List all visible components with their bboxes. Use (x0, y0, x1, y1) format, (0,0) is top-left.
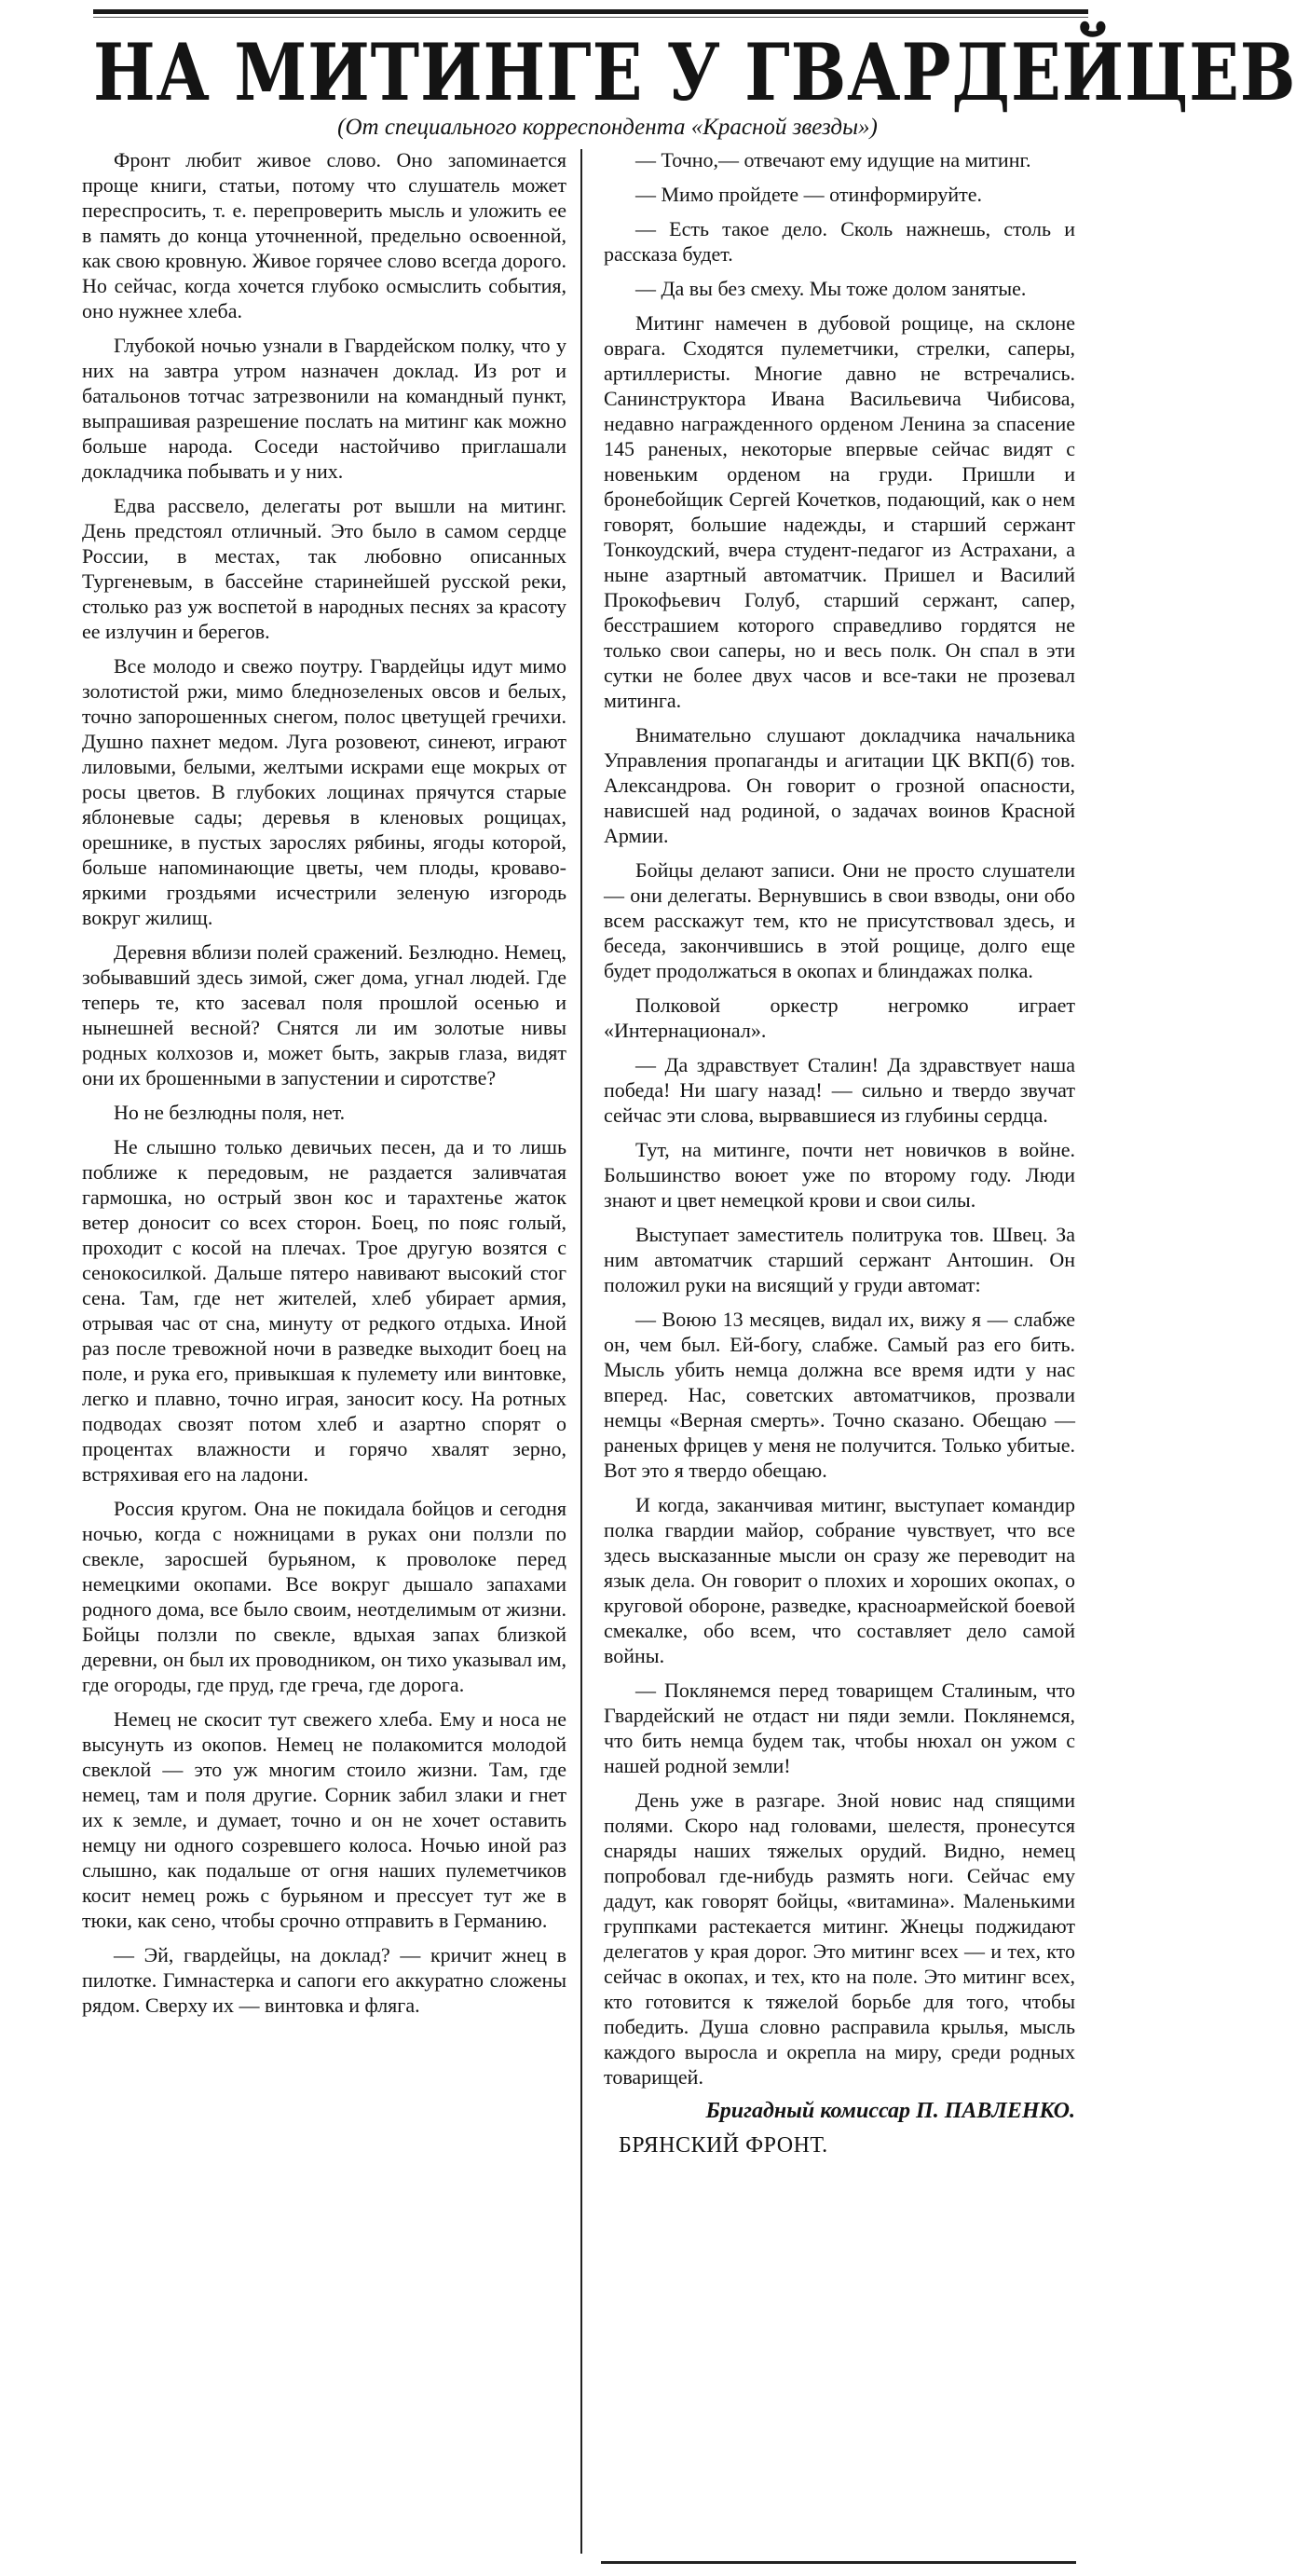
paragraph: — Есть такое дело. Сколь нажнешь, столь и рассказа будет. (604, 217, 1075, 266)
paragraph: Деревня вблизи полей сражений. Безлюдно. Немец, зобывавший здесь зимой, сжег дома, угнал людей. Где теперь те, кто засевал поля прошлой осенью и нынешней весной? Снятся ли им золотые нивы родных колхозов и, может быть, закрыв глаза, видят они их брошенными в запустении и сиротстве? (82, 940, 566, 1089)
paragraph: И когда, заканчивая митинг, выступает командир полка гвардии майор, собрание чувствует, что все здесь высказанные мысли он сразу же переводит на язык дела. Он говорит о плохих и хороших окопах, о круговой обороне, разведке, красноармейской боевой смекалке, обо всем, что составляет дело самой войны. (604, 1493, 1075, 1667)
paragraph: — Да здравствует Сталин! Да здравствует наша победа! Ни шагу назад! — сильно и твердо звучат сейчас эти слова, вырвавшиеся из глубины сердца. (604, 1053, 1075, 1127)
right-column (604, 147, 1075, 2570)
top-rule (93, 9, 1088, 14)
paragraph: — Эй, гвардейцы, на доклад? — кричит жнец в пилотке. Гимнастерка и сапоги его аккуратно сложены рядом. Сверху их — винтовка и фляга. (82, 1943, 566, 2017)
byline: Бригадный комиссар П. ПАВЛЕНКО. (705, 2099, 1075, 2123)
paragraph: Тут, на митинге, почти нет новичков в войне. Большинство воюет уже по второму году. Люди знают и цвет немецкой крови и свои силы. (604, 1138, 1075, 1212)
paragraph: Россия кругом. Она не покидала бойцов и сегодня ночью, когда с ножницами в руках они ползли по свекле, заросшей бурьяном, к проволоке перед немецкими окопами. Все вокруг дышало запахами родного дома, все было своим, неотделимым от жизни. Бойцы ползли по свекле, вдыхая запах близкой деревни, он был их проводником, он тихо указывал им, где огороды, где пруд, где греча, где дорога. (82, 1497, 566, 1696)
paragraph: — Поклянемся перед товарищем Сталиным, что Гвардейский не отдаст ни пяди земли. Поклянемся, что бить немца будем так, чтобы нюхал он ужом с нашей родной земли! (604, 1679, 1075, 1777)
paragraph: Бойцы делают записи. Они не просто слушатели — они делегаты. Вернувшись в свои взводы, они обо всем расскажут тем, кто не присутствовал здесь, и беседа, закончившись в этой рощице, долго еще будет продолжаться в окопах и блиндажах полка. (604, 858, 1075, 982)
subheading: (От специального корреспондента «Красной звезды») (337, 115, 878, 140)
paragraph: — Мимо пройдете — отинформируйте. (635, 183, 982, 206)
column-divider (580, 149, 582, 2554)
front-name: БРЯНСКИЙ ФРОНТ. (619, 2133, 828, 2158)
headline: НА МИТИНГЕ У ГВАРДЕЙЦЕВ (93, 26, 1296, 118)
paragraph: — Воюю 13 месяцев, видал их, вижу я — слабже он, чем был. Ей-богу, слабже. Самый раз его бить. Мысль убить немца должна все время идти у нас вперед. Нас, советских автоматчиков, прозвали немцы «Верная смерть». Точно сказано. Обещаю — раненых фрицев у меня не получится. Только убитые. Вот это я твердо обещаю. (604, 1308, 1075, 1482)
paragraph: Все молодо и свежо поутру. Гвардейцы идут мимо золотистой ржи, мимо бледнозеленых овсов и белых, точно запорошенных снегом, полос цветущей гречихи. Душно пахнет медом. Луга розовеют, синеют, играют лиловыми, белыми, желтыми искрами еще мокрых от росы цветов. В глубоких лощинах прячутся старые яблоневые сады; деревья в кленовых рощицах, орешнике, в пустых зарослях рябины, ягоды которой, больше напоминающие цветы, чем плоды, кроваво-яркими гроздьями исчестрили зеленую изгородь вокруг жилищ. (82, 654, 566, 929)
paragraph: Немец не скосит тут свежего хлеба. Ему и носа не высунуть из окопов. Немец не полакомится молодой свеклой — это уж многим стоило жизни. Там, где немец, там и поля другие. Сорник забил злаки и гнет их к земле, и думает, точно и он не хочет оставить немцу ни одного созревшего колоса. Ночью иной раз слышно, как подальше от огня наших пулеметчиков косит немец рожь с бурьяном и прессует тут же в тюки, как сено, чтобы срочно отправить в Германию. (82, 1707, 566, 1932)
left-column (82, 147, 566, 2570)
paragraph: Выступает заместитель политрука тов. Швец. За ним автоматчик старший сержант Антошин. Он положил руки на висящий у груди автомат: (604, 1223, 1075, 1296)
paragraph: Но не безлюдны поля, нет. (114, 1101, 346, 1124)
bottom-rule (601, 2561, 1076, 2564)
paragraph: Внимательно слушают докладчика начальника Управления пропаганды и агитации ЦК ВКП(б) тов. Александрова. Он говорит о грозной опасности, нависшей над родиной, о задачах воинов Красной Армии. (604, 723, 1075, 847)
top-rule-thin (93, 17, 1088, 18)
paragraph: Полковой оркестр негромко играет «Интернационал». (604, 993, 1075, 1042)
paragraph: Фронт любит живое слово. Оно запоминается проще книги, статьи, потому что слушатель может переспросить, т. е. перепроверить мысль и уложить ее в память до конца уточненной, предельно освоенной, как свою кровную. Живое горячее слово всегда дорого. Но сейчас, когда хочется глубоко осмыслить события, оно нужнее хлеба. (82, 148, 566, 322)
paragraph: Едва рассвело, делегаты рот вышли на митинг. День предстоял отличный. Это было в самом сердце России, в местах, так любовно описанных Тургеневым, в бассейне старинейшей русской реки, столько раз уж воспетой в народных песнях за красоту ее излучин и берегов. (82, 494, 566, 643)
paragraph: День уже в разгаре. Зной новис над спящими полями. Скоро над головами, шелестя, пронесутся снаряды наших тяжелых орудий. Видно, немец попробовал где-нибудь размять ноги. Сейчас ему дадут, как говорят бойцы, «витамина». Маленькими группками растекается митинг. Жнецы поджидают делегатов у края дорог. Это митинг всех — и тех, кто сейчас в окопах, и тех, кто на поле. Это митинг всех, кто готовится к тяжелой борьбе для того, чтобы победить. Душа словно расправила крылья, мысль каждого выросла и окрепла на миру, среди родных товарищей. (604, 1788, 1075, 2089)
paragraph: — Да вы без смеху. Мы тоже долом занятые. (635, 277, 1027, 300)
paragraph: Глубокой ночью узнали в Гвардейском полку, что у них на завтра утром назначен доклад. Из рот и батальонов тотчас затрезвонили на командный пункт, выпрашивая разрешение послать на митинг как можно больше народа. Соседи настойчиво приглашали докладчика побывать и у них. (82, 334, 566, 483)
paragraph: Митинг намечен в дубовой рощице, на склоне оврага. Сходятся пулеметчики, стрелки, саперы, артиллеристы. Многие давно не встречались. Санинструктора Ивана Васильевича Чибисова, недавно награжденного орденом Ленина за спасение 145 раненых, некоторые впервые сейчас видят с новеньким орденом на груди. Пришли и бронебойщик Сергей Кочетков, подающий, как о нем говорят, большие надежды, и старший сержант Тонкоудский, вчера студент-педагог из Астрахани, а ныне азартный автоматчик. Пришел и Василий Прокофьевич Голуб, старший сержант, сапер, бесстрашием которого справедливо гордятся не только свои саперы, но и весь полк. Он спал в эти сутки не более двух часов и все-таки не прозевал митинга. (604, 311, 1075, 712)
paragraph: — Точно,— отвечают ему идущие на митинг. (635, 148, 1031, 171)
paragraph: Не слышно только девичьих песен, да и то лишь поближе к передовым, не раздается заливчатая гармошка, но острый звон кос и тарахтенье жаток ветер доносит со всех сторон. Боец, по пояс голый, проходит с косой на плечах. Трое другую возятся с сенокосилкой. Дальше пятеро навивают высокий стог сена. Там, где нет жителей, хлеб убирает армия, отрывая час от сна, минуту от редкого отдыха. Иной раз после тревожной ночи в разведке выходит боец на поле, и рука его, привыкшая к пулемету или винтовке, легко и плавно, точно играя, заносит косу. На ротных подводах свозят потом хлеб и азартно спорят о процентах влажности и горячо хвалят зерно, встряхивая его на ладони. (82, 1135, 566, 1486)
